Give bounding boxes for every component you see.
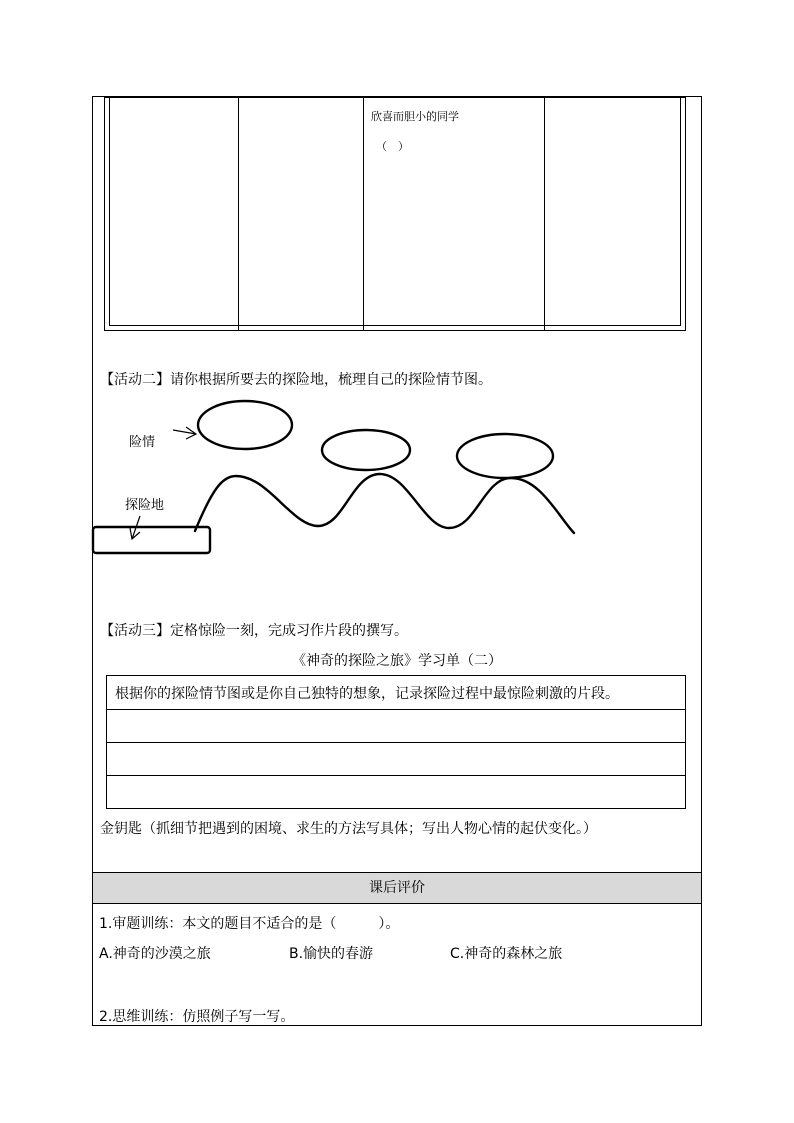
- table-cell-text: 欣喜而胆小的同学: [371, 110, 459, 123]
- writing-line[interactable]: [107, 742, 685, 743]
- option-c[interactable]: C.神奇的森林之旅: [450, 946, 563, 962]
- question-2: 2.思维训练：仿照例子写一写。: [99, 1009, 295, 1025]
- writing-line[interactable]: [107, 709, 685, 710]
- table-cell-blank: （ ）: [376, 140, 409, 153]
- activity3-heading: 【活动三】定格惊险一刻，完成习作片段的撰写。: [100, 623, 408, 639]
- writing-sheet: [106, 675, 686, 809]
- label-place: 探险地: [125, 498, 165, 513]
- writing-line[interactable]: [107, 775, 685, 776]
- option-b[interactable]: B.愉快的春游: [289, 946, 374, 962]
- evaluation-header: 课后评价: [93, 872, 701, 904]
- plot-wave-line: [195, 474, 574, 533]
- danger-oval-1[interactable]: [198, 401, 292, 449]
- label-danger: 险情: [129, 435, 156, 450]
- place-box[interactable]: [93, 527, 210, 553]
- golden-key-hint: 金钥匙（抓细节把遇到的困境、求生的方法写具体；写出人物心情的起伏变化。）: [100, 821, 597, 837]
- question-1: 1.审题训练：本文的题目不适合的是（ ）。: [99, 916, 400, 932]
- activity2-heading: 【活动二】请你根据所要去的探险地，梳理自己的探险情节图。: [100, 372, 492, 388]
- danger-oval-2[interactable]: [322, 430, 410, 470]
- option-a[interactable]: A.神奇的沙漠之旅: [99, 946, 211, 962]
- sheet-title: 《神奇的探险之旅》学习单（二）: [292, 653, 502, 669]
- sheet-prompt: 根据你的探险情节图或是你自己独特的想象，记录探险过程中最惊险刺激的片段。: [115, 686, 619, 702]
- arrow-to-oval-icon: [173, 427, 196, 439]
- danger-oval-3[interactable]: [457, 434, 553, 478]
